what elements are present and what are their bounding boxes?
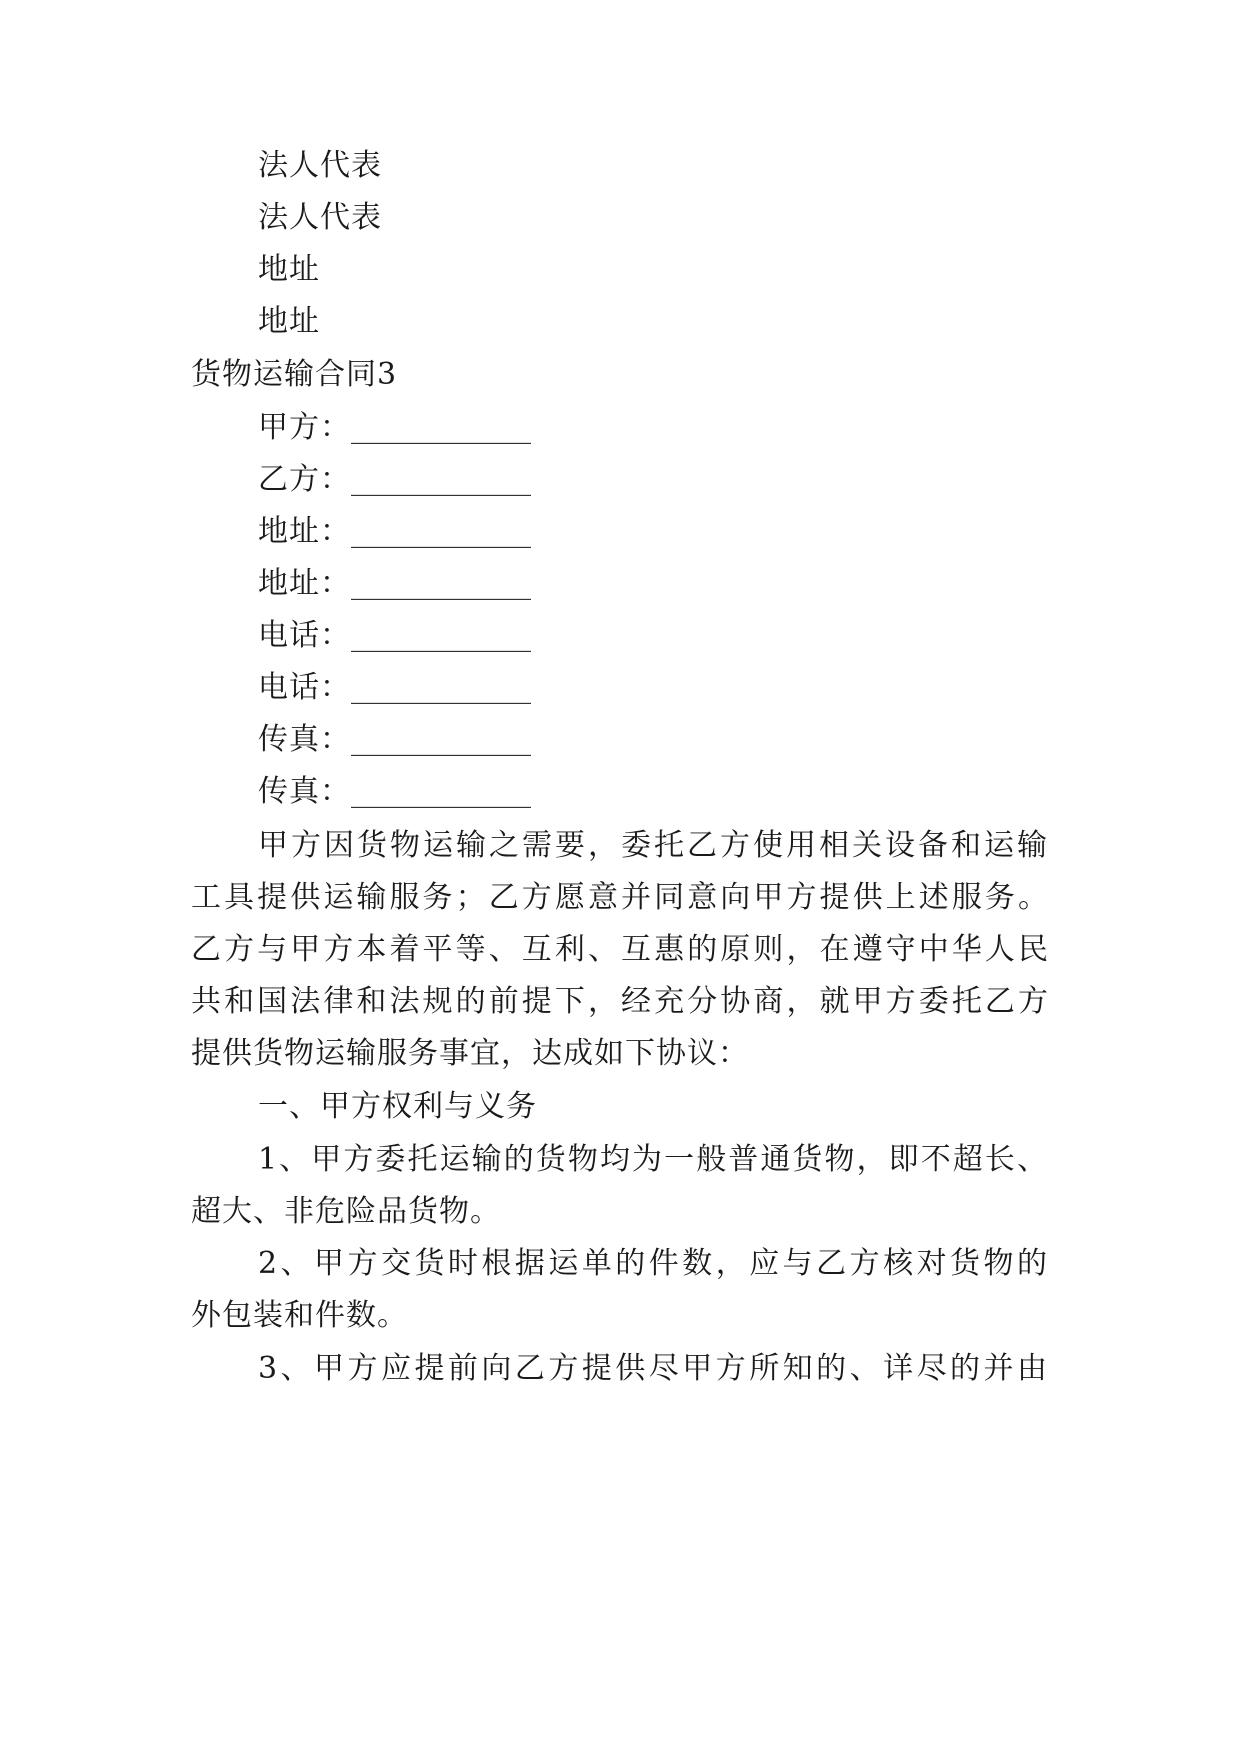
clause-line: 1、甲方委托运输的货物均为一般普通货物，即不超长、: [258, 1142, 1048, 1177]
fill-blank: ____________: [351, 670, 531, 705]
address-label-2: 地址: [258, 304, 320, 339]
field-phone-a: [258, 616, 531, 656]
field-party-b: [258, 460, 531, 500]
fill-blank: ____________: [351, 618, 531, 653]
field-label: 传真：: [258, 722, 351, 757]
field-label: 传真：: [258, 774, 351, 809]
field-fax-a: [258, 720, 531, 760]
body-line: 工具提供运输服务；乙方愿意并同意向甲方提供上述服务。: [191, 880, 1049, 915]
body-line: 乙方与甲方本着平等、互利、互惠的原则，在遵守中华人民: [191, 932, 1049, 967]
clause-line: 2、甲方交货时根据运单的件数，应与乙方核对货物的: [258, 1246, 1048, 1281]
field-address-a: [258, 512, 531, 552]
fill-blank: ____________: [351, 410, 531, 445]
section-heading: 一、甲方权利与义务: [258, 1089, 537, 1124]
field-phone-b: [258, 668, 531, 708]
fill-blank: ____________: [351, 462, 531, 497]
field-label: 地址：: [258, 514, 351, 549]
section-title: 货物运输合同3: [191, 357, 398, 392]
fill-blank: ____________: [351, 566, 531, 601]
body-line: 共和国法律和法规的前提下，经充分协商，就甲方委托乙方: [191, 984, 1049, 1019]
fill-blank: ____________: [351, 774, 531, 809]
field-party-a: [258, 408, 531, 448]
field-label: 电话：: [258, 670, 351, 705]
field-label: 甲方：: [258, 410, 351, 445]
clause-line: 超大、非危险品货物。: [191, 1194, 501, 1229]
body-line: 甲方因货物运输之需要，委托乙方使用相关设备和运输: [258, 828, 1048, 863]
field-label: 地址：: [258, 566, 351, 601]
field-address-b: [258, 564, 531, 604]
body-line: 提供货物运输服务事宜，达成如下协议：: [191, 1036, 749, 1071]
clause-line: 3、甲方应提前向乙方提供尽甲方所知的、详尽的并由: [258, 1351, 1048, 1386]
legal-rep-label-2: 法人代表: [258, 200, 382, 235]
clause-line: 外包装和件数。: [191, 1298, 408, 1333]
field-fax-b: [258, 772, 531, 812]
fill-blank: ____________: [351, 722, 531, 757]
field-label: 电话：: [258, 618, 351, 653]
legal-rep-label-1: 法人代表: [258, 148, 382, 183]
address-label-1: 地址: [258, 252, 320, 287]
field-label: 乙方：: [258, 462, 351, 497]
fill-blank: ____________: [351, 514, 531, 549]
